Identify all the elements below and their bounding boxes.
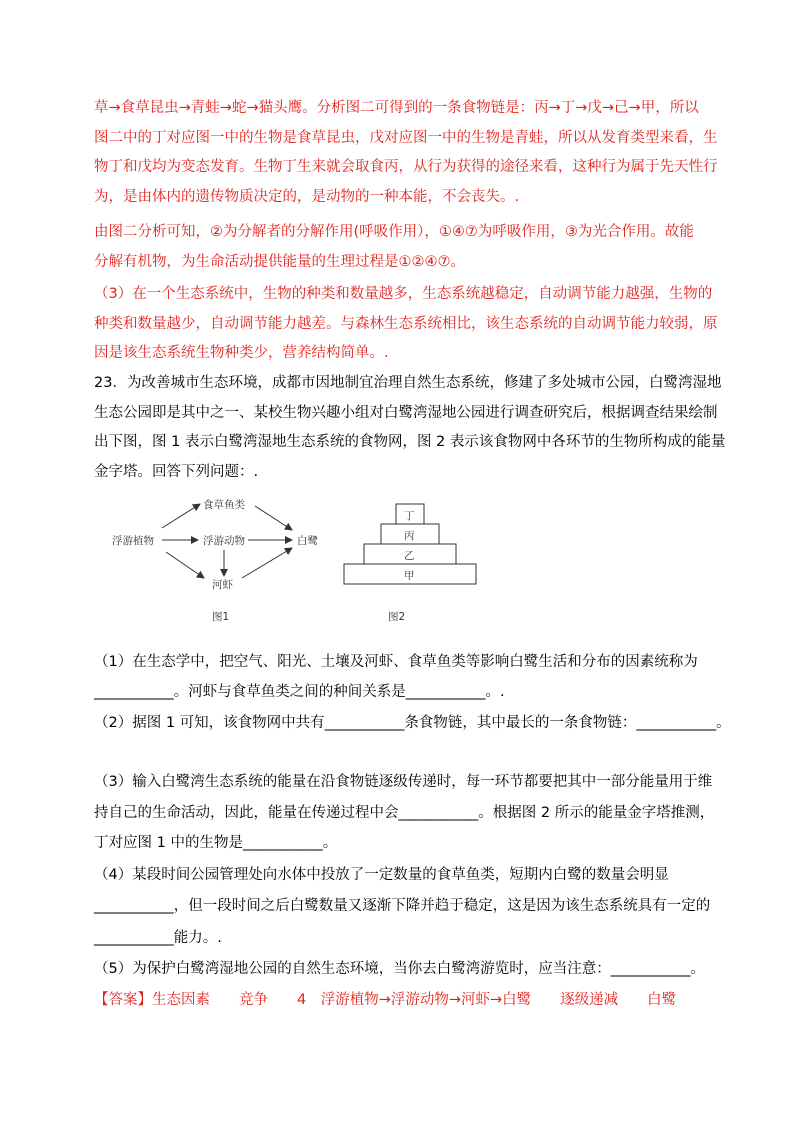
- arrow-plant-to-shrimp: [166, 552, 204, 578]
- arrow-shrimp-to-egret: [242, 548, 292, 578]
- answer-text-line: （3）在一个生态系统中，生物的种类和数量越多，生态系统越稳定，自动调节能力越强，生物的: [94, 286, 713, 302]
- node-zooplankton: 浮游动物: [203, 535, 245, 547]
- node-plankton-plant: 浮游植物: [112, 535, 154, 547]
- figure1-caption: 图1: [212, 611, 230, 623]
- question-text-line: 持自己的生命活动，因此，能量在传递过程中会___________。根据图 2 所示的能量金字塔推测，: [94, 805, 715, 821]
- arrow-plant-to-fish: [162, 504, 200, 528]
- question-text-line: ___________能力。.: [94, 930, 222, 946]
- figures: [100, 490, 520, 630]
- answer-text-line: 物丁和戊均为变态发育。生物丁生来就会取食丙，从行为获得的途径来看，这种行为属于先天性行: [94, 159, 718, 175]
- pyramid-label-ding: 丁: [404, 510, 415, 522]
- pyramid-label-jia: 甲: [404, 570, 415, 582]
- question-text-line: 生态公园即是其中之一、某校生物兴趣小组对白鹭湾湿地公园进行调查研究后，根据调查结果绘制: [94, 405, 718, 421]
- answer-text-line: 因是该生态系统生物种类少，营养结构简单。.: [94, 345, 389, 361]
- answer-text-line: 分解有机物，为生命活动提供能量的生理过程是①②④⑦。: [94, 254, 465, 270]
- answer-line: 【答案】生态因素 竞争 4 浮游植物→浮游动物→河虾→白鹭 逐级递减 白鹭: [94, 992, 677, 1008]
- question-text-line: （2）据图 1 可知，该食物网中共有___________条食物链，其中最长的一条食物链：___________。: [94, 715, 731, 731]
- answer-text-line: 图二中的丁对应图一中的生物是食草昆虫，戊对应图一中的生物是青蛙，所以从发育类型来看，生: [94, 130, 718, 146]
- pyramid-label-yi: 乙: [404, 550, 415, 562]
- question-text-line: （1）在生态学中，把空气、阳光、土壤及河虾、食草鱼类等影响白鹭生活和分布的因素统称为: [94, 654, 698, 670]
- pyramid-label-bing: 丙: [404, 530, 415, 542]
- answer-text-line: 种类和数量越少，自动调节能力越差。与森林生态系统相比，该生态系统的自动调节能力较弱，原: [94, 316, 718, 332]
- answer-text-line: 草→食草昆虫→青蛙→蛇→猫头鹰。分析图二可得到的一条食物链是：丙→丁→戊→己→甲，所以: [94, 100, 699, 116]
- question-text-line: （3）输入白鹭湾生态系统的能量在沿食物链逐级传递时，每一环节都要把其中一部分能量用于维: [94, 774, 713, 790]
- question-text-line: 金字塔。回答下列问题：.: [94, 464, 259, 480]
- node-herbivorous-fish: 食草鱼类: [203, 499, 245, 511]
- node-egret: 白鹭: [297, 535, 318, 547]
- question-text-line: 丁对应图 1 中的生物是___________。: [94, 835, 338, 851]
- question-text-line: 出下图，图 1 表示白鹭湾湿地生态系统的食物网，图 2 表示该食物网中各环节的生物所构成的能量: [94, 434, 726, 450]
- answer-text-line: 由图二分析可知，②为分解者的分解作用(呼吸作用），①④⑦为呼吸作用，③为光合作用。故能: [94, 224, 694, 240]
- arrow-fish-to-egret: [255, 506, 292, 530]
- energy-pyramid: [344, 504, 476, 623]
- figure2-caption: 图2: [388, 611, 406, 623]
- question-text-line: 23．为改善城市生态环境，成都市因地制宜治理自然生态系统，修建了多处城市公园，白鹭湾湿地: [94, 375, 722, 391]
- question-text-line: ___________。河虾与食草鱼类之间的种间关系是___________。.: [94, 684, 505, 700]
- food-web-diagram: [112, 498, 318, 623]
- question-text-line: （5）为保护白鹭湾湿地公园的自然生态环境，当你去白鹭湾游览时，应当注意：___________。: [94, 961, 705, 977]
- question-text-line: （4）某段时间公园管理处向水体中投放了一定数量的食草鱼类，短期内白鹭的数量会明显: [94, 867, 669, 883]
- answer-text-line: 为，是由体内的遗传物质决定的，是动物的一种本能，不会丧失。.: [94, 189, 520, 205]
- node-shrimp: 河虾: [212, 579, 233, 591]
- question-text-line: ___________，但一段时间之后白鹭数量又逐渐下降并趋于稳定，这是因为该生态系统具有一定的: [94, 898, 711, 914]
